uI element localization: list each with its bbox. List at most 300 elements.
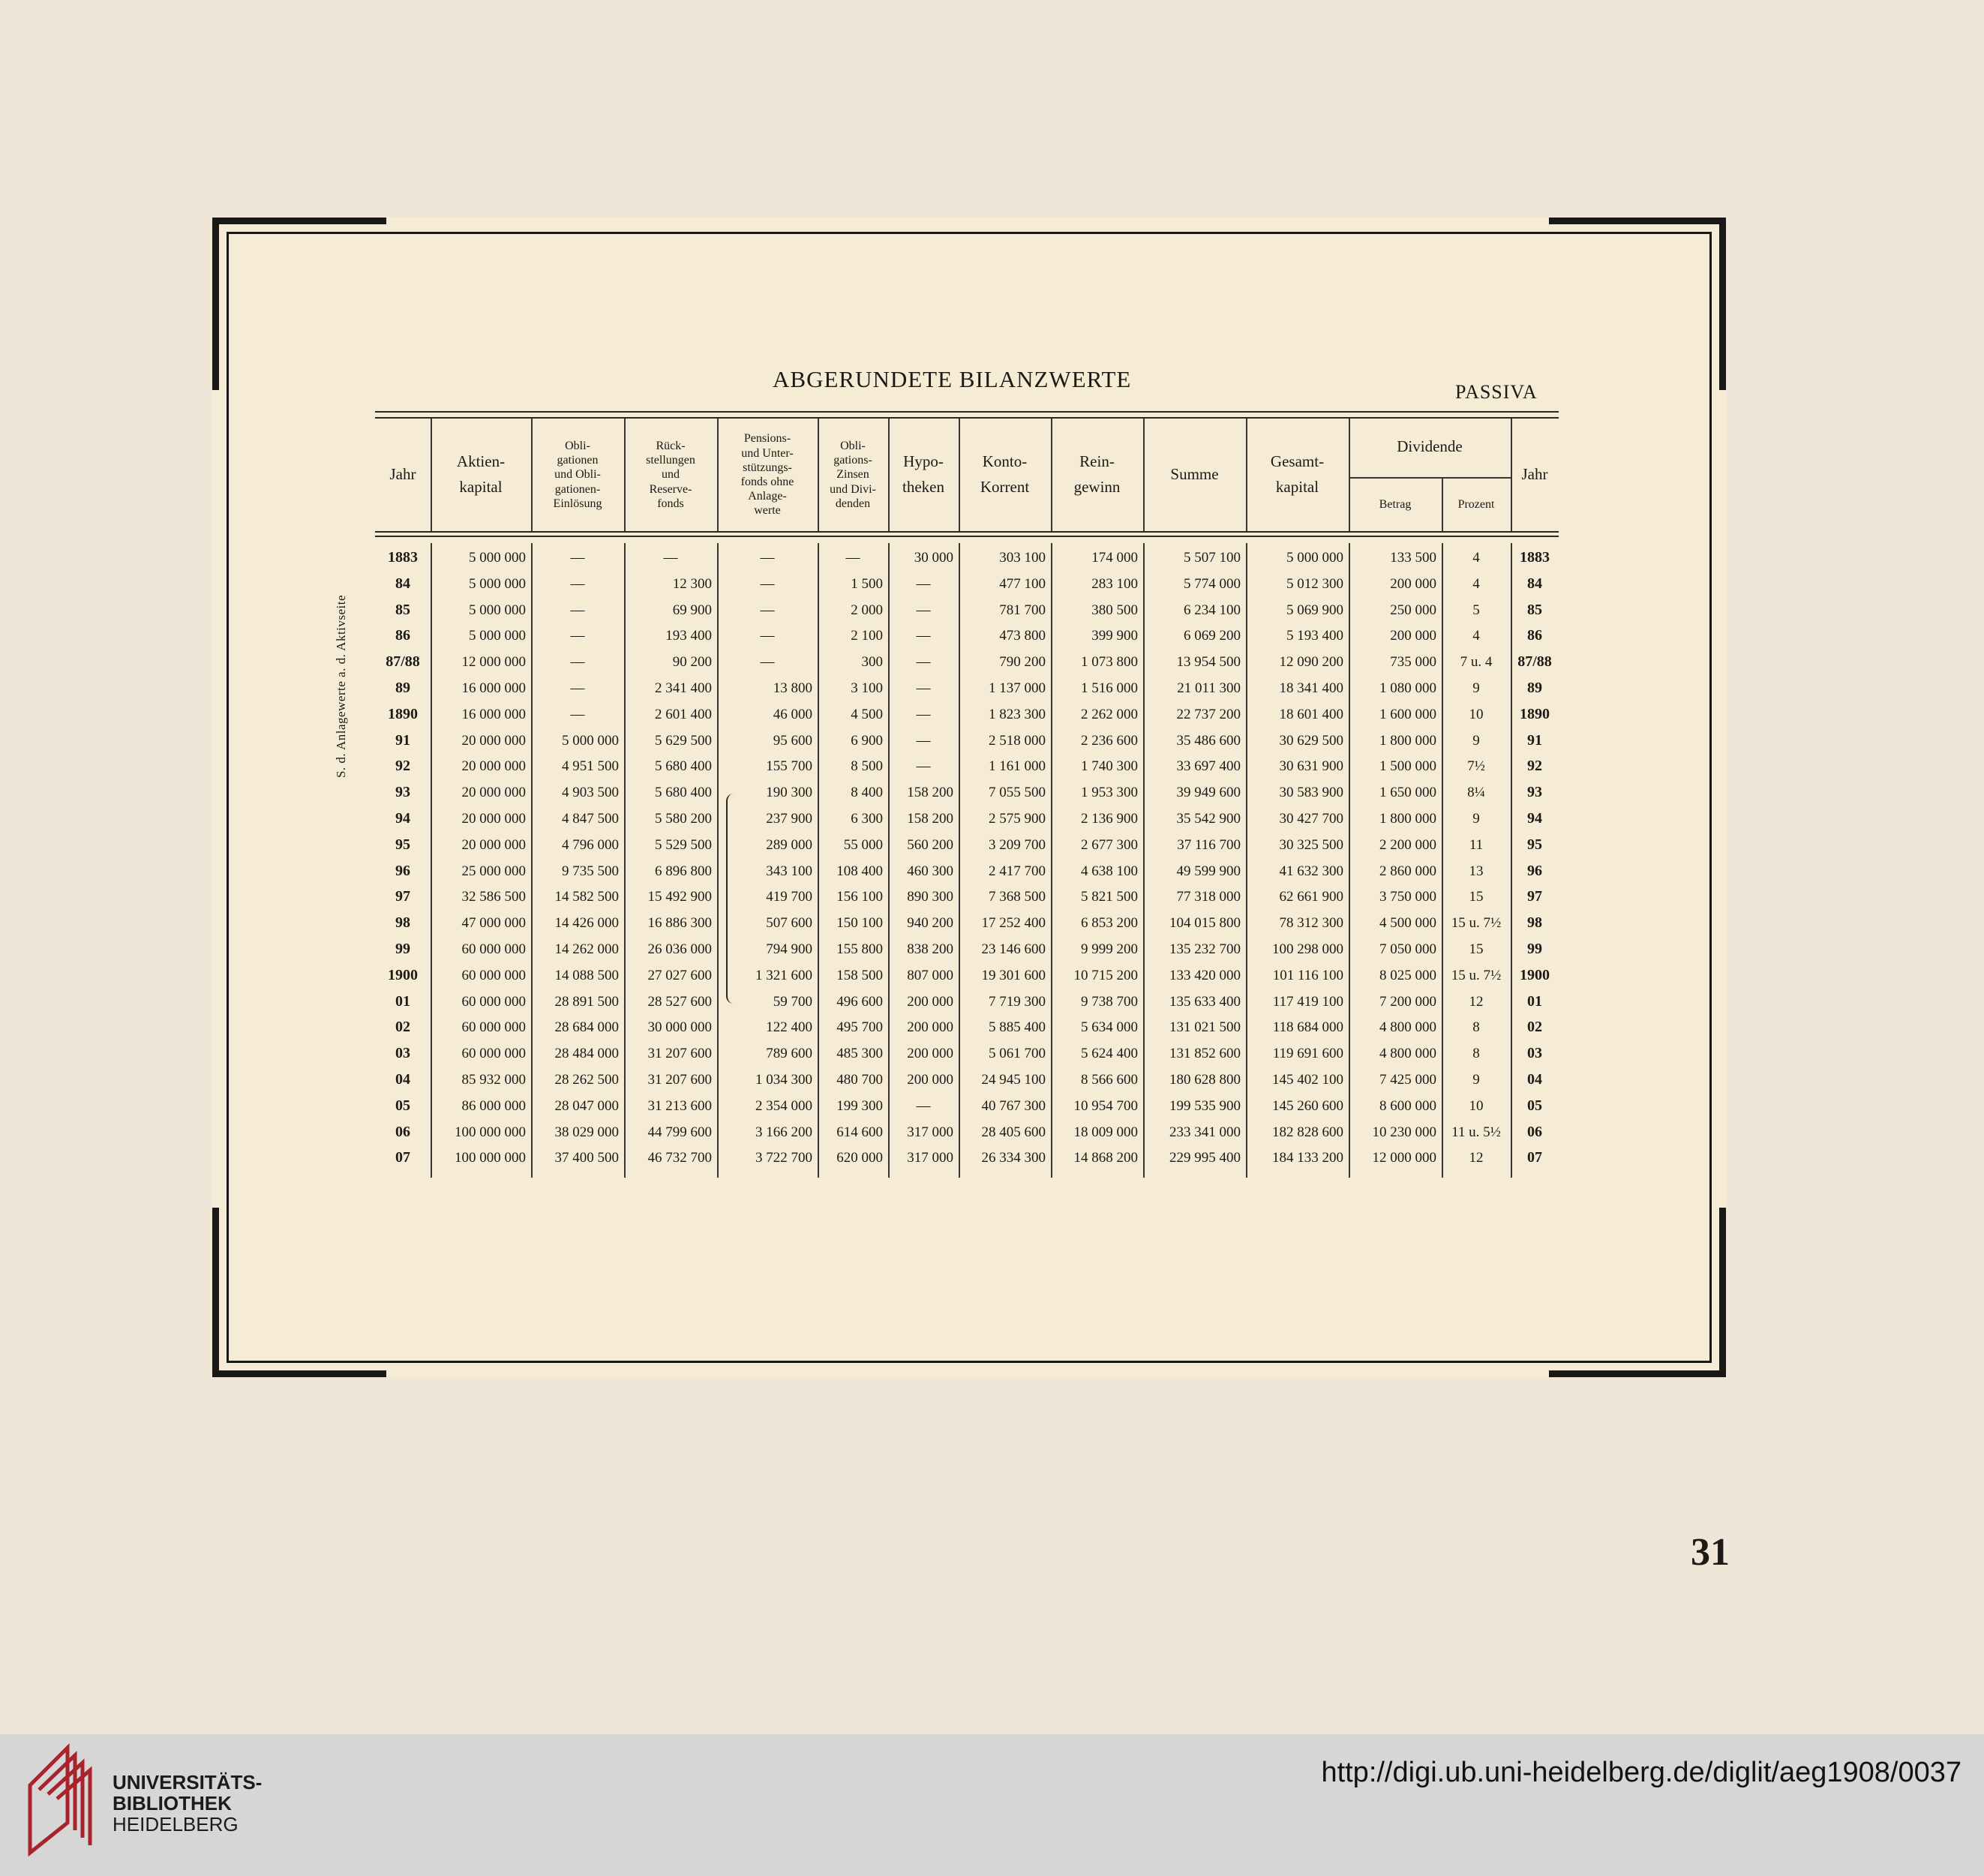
library-line-1: UNIVERSITÄTS-	[113, 1771, 263, 1793]
cell-jahr2: 03	[1527, 1045, 1542, 1062]
cell-pension: 3 722 700	[755, 1150, 812, 1166]
library-logo-icon	[23, 1740, 98, 1860]
cell-hypo: 317 000	[907, 1124, 953, 1140]
cell-aktien: 20 000 000	[461, 732, 526, 749]
cell-zinsen: 1 500	[851, 575, 883, 592]
cell-prozent: 10	[1469, 706, 1484, 722]
cell-summe: 131 852 600	[1169, 1046, 1241, 1062]
cell-betrag: 3 750 000	[1379, 889, 1436, 905]
cell-jahr: 98	[395, 914, 410, 932]
cell-summe: 5 507 100	[1184, 550, 1241, 566]
cell-zinsen: 2 000	[851, 602, 883, 618]
cell-aktien: 5 000 000	[469, 628, 526, 644]
table-row	[375, 571, 1559, 597]
header-divider	[818, 419, 819, 531]
cell-jahr2: 94	[1527, 810, 1542, 827]
cell-prozent: 15	[1469, 889, 1484, 905]
frame-gap-left	[212, 390, 220, 1208]
cell-rein: 4 638 100	[1081, 863, 1138, 879]
note-brace	[726, 794, 735, 1004]
cell-rueck: 5 580 200	[655, 811, 712, 827]
header-prozent: Prozent	[1457, 498, 1495, 512]
cell-jahr: 84	[395, 575, 410, 592]
cell-jahr2: 05	[1527, 1097, 1542, 1114]
cell-jahr: 02	[395, 1019, 410, 1036]
cell-summe: 199 535 900	[1169, 1097, 1241, 1114]
cell-zinsen: 150 100	[836, 915, 883, 932]
header-divider	[1349, 419, 1350, 531]
cell-rein: 10 715 200	[1073, 967, 1138, 983]
cell-prozent: 9	[1472, 1072, 1480, 1088]
cell-zinsen: 8 500	[851, 758, 883, 775]
cell-jahr: 94	[395, 810, 410, 827]
cell-gesamt: 78 312 300	[1279, 915, 1343, 932]
cell-gesamt: 18 341 400	[1279, 680, 1343, 696]
cell-aktien: 60 000 000	[461, 1046, 526, 1062]
cell-rueck: 6 896 800	[655, 863, 712, 879]
cell-konto: 7 055 500	[989, 785, 1046, 801]
cell-prozent: 9	[1472, 680, 1480, 696]
table-row	[375, 832, 1559, 858]
header-divider	[1143, 419, 1145, 531]
cell-konto: 2 417 700	[989, 863, 1046, 879]
cell-betrag: 10 230 000	[1372, 1124, 1436, 1140]
cell-aktien: 5 000 000	[469, 550, 526, 566]
source-url[interactable]: http://digi.ub.uni-heidelberg.de/diglit/aeg1908/0037	[1321, 1757, 1961, 1788]
header-zinsen: Obli- gations- Zinsen und Divi- denden	[830, 440, 876, 510]
cell-aktien: 25 000 000	[461, 863, 526, 879]
cell-zinsen: 8 400	[851, 785, 883, 801]
cell-pension: 59 700	[773, 993, 812, 1010]
cell-rein: 2 136 900	[1081, 811, 1138, 827]
table-row	[375, 649, 1559, 675]
cell-jahr: 03	[395, 1045, 410, 1062]
cell-gesamt: 119 691 600	[1272, 1046, 1343, 1062]
cell-rueck: 193 400	[665, 628, 712, 644]
cell-jahr2: 97	[1527, 888, 1542, 905]
cell-summe: 180 628 800	[1169, 1072, 1241, 1088]
cell-rueck: 31 207 600	[647, 1072, 712, 1088]
table-row	[375, 806, 1559, 832]
cell-jahr2: 84	[1527, 575, 1542, 592]
cell-konto: 17 252 400	[981, 915, 1046, 932]
cell-zinsen: 480 700	[836, 1072, 883, 1088]
cell-zinsen: 6 300	[851, 811, 883, 827]
cell-betrag: 1 800 000	[1379, 732, 1436, 749]
header-dividende: Dividende	[1397, 437, 1463, 456]
cell-aktien: 60 000 000	[461, 941, 526, 957]
cell-hypo: —	[916, 602, 931, 618]
cell-prozent: 10	[1469, 1097, 1484, 1114]
frame-gap-bottom	[386, 1370, 1549, 1377]
cell-zinsen: 4 500	[851, 706, 883, 722]
cell-prozent: 7½	[1467, 758, 1485, 775]
cell-summe: 229 995 400	[1169, 1150, 1241, 1166]
cell-summe: 21 011 300	[1177, 680, 1241, 696]
cell-jahr2: 1890	[1520, 705, 1550, 722]
cell-jahr2: 06	[1527, 1123, 1542, 1140]
header-summe: Summe	[1170, 465, 1219, 484]
header-rein: Rein- gewinn	[1073, 452, 1121, 496]
cell-zinsen: 3 100	[851, 680, 883, 696]
cell-jahr2: 99	[1527, 941, 1542, 957]
cell-rein: 2 236 600	[1081, 732, 1138, 749]
cell-aktien: 5 000 000	[469, 602, 526, 618]
cell-hypo: —	[916, 706, 931, 722]
cell-konto: 19 301 600	[981, 967, 1046, 983]
cell-jahr: 05	[395, 1097, 410, 1114]
cell-rueck: 12 300	[672, 575, 712, 592]
header-gesamt: Gesamt- kapital	[1270, 452, 1325, 496]
cell-rueck: 31 207 600	[647, 1046, 712, 1062]
cell-rueck: —	[663, 550, 678, 566]
cell-summe: 49 599 900	[1176, 863, 1241, 879]
cell-prozent: 9	[1472, 732, 1480, 749]
cell-obli: 28 684 000	[554, 1019, 619, 1036]
library-line-3: HEIDELBERG	[113, 1813, 239, 1835]
cell-rueck: 90 200	[672, 654, 712, 671]
header-jahr: Jahr	[389, 465, 416, 484]
cell-konto: 3 209 700	[989, 836, 1046, 853]
cell-rein: 18 009 000	[1073, 1124, 1138, 1140]
cell-jahr: 99	[395, 941, 410, 957]
cell-pension: 1 321 600	[755, 967, 812, 983]
cell-betrag: 7 200 000	[1379, 993, 1436, 1010]
table-row	[375, 545, 1559, 571]
cell-prozent: 9	[1472, 811, 1480, 827]
cell-pension: 789 600	[766, 1046, 812, 1062]
cell-obli: —	[570, 654, 585, 671]
cell-obli: 14 262 000	[554, 941, 619, 957]
cell-rein: 9 999 200	[1081, 941, 1138, 957]
cell-gesamt: 5 069 900	[1286, 602, 1343, 618]
cell-summe: 39 949 600	[1176, 785, 1241, 801]
table-row	[375, 1067, 1559, 1093]
cell-rein: 9 738 700	[1081, 993, 1138, 1010]
header-divider	[1511, 419, 1512, 531]
cell-hypo: 940 200	[907, 915, 953, 932]
cell-prozent: 7 u. 4	[1460, 654, 1493, 671]
cell-summe: 131 021 500	[1169, 1019, 1241, 1036]
cell-rein: 5 624 400	[1081, 1046, 1138, 1062]
cell-summe: 35 486 600	[1176, 732, 1241, 749]
cell-aktien: 5 000 000	[469, 575, 526, 592]
header-divider	[1051, 419, 1052, 531]
cell-konto: 26 334 300	[981, 1150, 1046, 1166]
cell-hypo: 807 000	[907, 967, 953, 983]
cell-pension: 2 354 000	[755, 1097, 812, 1114]
cell-zinsen: 495 700	[836, 1019, 883, 1036]
cell-betrag: 250 000	[1390, 602, 1436, 618]
cell-rueck: 27 027 600	[647, 967, 712, 983]
cell-rein: 14 868 200	[1073, 1150, 1138, 1166]
cell-pension: —	[760, 602, 775, 618]
cell-aktien: 20 000 000	[461, 836, 526, 853]
header-aktien: Aktien- kapital	[456, 452, 506, 496]
cell-betrag: 8 025 000	[1379, 967, 1436, 983]
cell-jahr: 07	[395, 1149, 410, 1166]
table-row	[375, 623, 1559, 649]
cell-obli: —	[570, 550, 585, 566]
cell-summe: 5 774 000	[1184, 575, 1241, 592]
cell-pension: 507 600	[766, 915, 812, 932]
cell-jahr: 04	[395, 1071, 410, 1088]
cell-obli: 28 262 500	[554, 1072, 619, 1088]
cell-gesamt: 62 661 900	[1279, 889, 1343, 905]
cell-konto: 5 061 700	[989, 1046, 1046, 1062]
header-obli: Obli- gationen und Obli- gationen- Einlösung	[553, 440, 602, 510]
table-row	[375, 701, 1559, 728]
cell-hypo: —	[916, 1097, 931, 1114]
cell-jahr2: 1900	[1520, 966, 1550, 983]
cell-summe: 135 633 400	[1169, 993, 1241, 1010]
cell-zinsen: 485 300	[836, 1046, 883, 1062]
cell-pension: 122 400	[766, 1019, 812, 1036]
cell-betrag: 1 800 000	[1379, 811, 1436, 827]
cell-jahr2: 93	[1527, 784, 1542, 801]
cell-obli: 14 582 500	[554, 889, 619, 905]
cell-obli: 28 891 500	[554, 993, 619, 1010]
cell-summe: 135 232 700	[1169, 941, 1241, 957]
cell-obli: 5 000 000	[562, 732, 619, 749]
cell-zinsen: 108 400	[836, 863, 883, 879]
cell-hypo: —	[916, 758, 931, 775]
cell-betrag: 7 425 000	[1379, 1072, 1436, 1088]
cell-summe: 13 954 500	[1176, 654, 1241, 671]
cell-hypo: —	[916, 732, 931, 749]
cell-betrag: 200 000	[1390, 628, 1436, 644]
cell-hypo: 460 300	[907, 863, 953, 879]
cell-prozent: 15	[1469, 941, 1484, 957]
cell-rein: 6 853 200	[1081, 915, 1138, 932]
cell-betrag: 4 800 000	[1379, 1019, 1436, 1036]
cell-aktien: 20 000 000	[461, 758, 526, 775]
table-top-rule	[375, 411, 1559, 419]
cell-pension: —	[760, 628, 775, 644]
table-row	[375, 597, 1559, 623]
cell-prozent: 11 u. 5½	[1451, 1124, 1501, 1140]
cell-zinsen: 620 000	[836, 1150, 883, 1166]
cell-hypo: 838 200	[907, 941, 953, 957]
cell-rueck: 16 886 300	[647, 915, 712, 932]
cell-hypo: —	[916, 628, 931, 644]
cell-betrag: 4 500 000	[1379, 915, 1436, 932]
cell-aktien: 20 000 000	[461, 811, 526, 827]
cell-rueck: 26 036 000	[647, 941, 712, 957]
cell-zinsen: 156 100	[836, 889, 883, 905]
cell-betrag: 133 500	[1390, 550, 1436, 566]
cell-obli: 4 847 500	[562, 811, 619, 827]
cell-hypo: —	[916, 680, 931, 696]
cell-jahr: 1890	[388, 705, 418, 722]
cell-rein: 380 500	[1091, 602, 1138, 618]
cell-pension: 419 700	[766, 889, 812, 905]
cell-hypo: —	[916, 575, 931, 592]
cell-pension: 794 900	[766, 941, 812, 957]
cell-rein: 1 953 300	[1081, 785, 1138, 801]
cell-gesamt: 118 684 000	[1272, 1019, 1343, 1036]
table-row	[375, 1093, 1559, 1119]
cell-gesamt: 5 193 400	[1286, 628, 1343, 644]
cell-obli: 9 735 500	[562, 863, 619, 879]
cell-summe: 77 318 000	[1176, 889, 1241, 905]
cell-gesamt: 5 012 300	[1286, 575, 1343, 592]
cell-summe: 35 542 900	[1176, 811, 1241, 827]
frame-gap-right	[1718, 390, 1726, 1208]
cell-obli: —	[570, 680, 585, 696]
cell-prozent: 5	[1472, 602, 1480, 618]
cell-hypo: 200 000	[907, 1072, 953, 1088]
cell-hypo: 200 000	[907, 1019, 953, 1036]
cell-konto: 7 719 300	[989, 993, 1046, 1010]
cell-zinsen: 155 800	[836, 941, 883, 957]
cell-betrag: 7 050 000	[1379, 941, 1436, 957]
cell-gesamt: 101 116 100	[1272, 967, 1343, 983]
cell-prozent: 12	[1469, 1150, 1484, 1166]
cell-hypo: 30 000	[914, 550, 953, 566]
cell-gesamt: 182 828 600	[1272, 1124, 1343, 1140]
library-name	[113, 1772, 262, 1835]
cell-jahr: 1900	[388, 966, 418, 983]
cell-rein: 10 954 700	[1073, 1097, 1138, 1114]
cell-konto: 303 100	[999, 550, 1046, 566]
cell-hypo: 317 000	[907, 1150, 953, 1166]
cell-pension: 155 700	[766, 758, 812, 775]
header-divider	[1246, 419, 1247, 531]
cell-gesamt: 30 427 700	[1279, 811, 1343, 827]
cell-jahr: 85	[395, 601, 410, 618]
cell-rein: 1 073 800	[1081, 654, 1138, 671]
cell-jahr2: 98	[1527, 914, 1542, 932]
table-row	[375, 936, 1559, 962]
cell-betrag: 4 800 000	[1379, 1046, 1436, 1062]
cell-obli: —	[570, 706, 585, 722]
cell-obli: —	[570, 602, 585, 618]
cell-jahr2: 89	[1527, 680, 1542, 696]
cell-obli: 38 029 000	[554, 1124, 619, 1140]
cell-rueck: 31 213 600	[647, 1097, 712, 1114]
cell-rueck: 44 799 600	[647, 1124, 712, 1140]
cell-jahr: 92	[395, 758, 410, 775]
cell-summe: 104 015 800	[1169, 915, 1241, 932]
cell-summe: 133 420 000	[1169, 967, 1241, 983]
cell-summe: 33 697 400	[1176, 758, 1241, 775]
cell-gesamt: 12 090 200	[1279, 654, 1343, 671]
cell-rein: 5 634 000	[1081, 1019, 1138, 1036]
cell-obli: —	[570, 575, 585, 592]
cell-hypo: —	[916, 654, 931, 671]
cell-hypo: 890 300	[907, 889, 953, 905]
cell-konto: 1 137 000	[989, 680, 1046, 696]
cell-rueck: 5 680 400	[655, 785, 712, 801]
cell-rein: 8 566 600	[1081, 1072, 1138, 1088]
cell-prozent: 8	[1472, 1046, 1480, 1062]
cell-prozent: 4	[1472, 628, 1480, 644]
cell-zinsen: 2 100	[851, 628, 883, 644]
header-jahr2: Jahr	[1521, 465, 1548, 484]
header-divider	[624, 419, 626, 531]
cell-pension: 237 900	[766, 811, 812, 827]
cell-hypo: 560 200	[907, 836, 953, 853]
cell-jahr: 95	[395, 836, 410, 853]
cell-rein: 2 262 000	[1081, 706, 1138, 722]
cell-pension: 95 600	[773, 732, 812, 749]
cell-aktien: 47 000 000	[461, 915, 526, 932]
cell-gesamt: 184 133 200	[1272, 1150, 1343, 1166]
cell-gesamt: 145 260 600	[1272, 1097, 1343, 1114]
cell-jahr2: 01	[1527, 992, 1542, 1010]
cell-summe: 22 737 200	[1176, 706, 1241, 722]
cell-obli: —	[570, 628, 585, 644]
table-row	[375, 1040, 1559, 1067]
cell-konto: 781 700	[999, 602, 1046, 618]
cell-jahr: 1883	[388, 549, 418, 566]
dividende-subrule	[1349, 477, 1511, 479]
cell-obli: 4 903 500	[562, 785, 619, 801]
table-row	[375, 728, 1559, 754]
cell-betrag: 1 650 000	[1379, 785, 1436, 801]
cell-betrag: 2 860 000	[1379, 863, 1436, 879]
cell-betrag: 1 600 000	[1379, 706, 1436, 722]
header-pension: Pensions- und Unter- stützungs- fonds ohne Anlage- werte	[740, 432, 794, 518]
cell-rueck: 46 732 700	[647, 1150, 712, 1166]
cell-pension: 46 000	[773, 706, 812, 722]
cell-prozent: 12	[1469, 993, 1484, 1010]
cell-rein: 174 000	[1091, 550, 1138, 566]
cell-gesamt: 30 583 900	[1279, 785, 1343, 801]
cell-rueck: 5 529 500	[655, 836, 712, 853]
cell-zinsen: 6 900	[851, 732, 883, 749]
header-divider	[717, 419, 719, 531]
table-row	[375, 884, 1559, 910]
cell-rein: 1 740 300	[1081, 758, 1138, 775]
table-row	[375, 1145, 1559, 1171]
cell-jahr: 97	[395, 888, 410, 905]
cell-aktien: 16 000 000	[461, 706, 526, 722]
cell-jahr: 93	[395, 784, 410, 801]
header-divider	[431, 419, 432, 531]
cell-pension: 289 000	[766, 836, 812, 853]
cell-zinsen: 55 000	[843, 836, 883, 853]
cell-zinsen: —	[845, 550, 860, 566]
cell-prozent: 8	[1472, 1019, 1480, 1036]
cell-pension: 13 800	[773, 680, 812, 696]
cell-gesamt: 30 629 500	[1279, 732, 1343, 749]
cell-rein: 2 677 300	[1081, 836, 1138, 853]
cell-gesamt: 5 000 000	[1286, 550, 1343, 566]
table-row	[375, 858, 1559, 884]
cell-gesamt: 117 419 100	[1272, 993, 1343, 1010]
cell-jahr2: 95	[1527, 836, 1542, 853]
side-label: PASSIVA	[1455, 381, 1538, 403]
cell-pension: 190 300	[766, 785, 812, 801]
cell-gesamt: 41 632 300	[1279, 863, 1343, 879]
cell-aktien: 100 000 000	[455, 1124, 526, 1140]
cell-pension: —	[760, 550, 775, 566]
cell-rueck: 2 601 400	[655, 706, 712, 722]
cell-aktien: 100 000 000	[455, 1150, 526, 1166]
cell-konto: 1 161 000	[989, 758, 1046, 775]
cell-aktien: 20 000 000	[461, 785, 526, 801]
header-betrag: Betrag	[1379, 498, 1412, 512]
cell-betrag: 12 000 000	[1372, 1150, 1436, 1166]
cell-rueck: 15 492 900	[647, 889, 712, 905]
header-divider	[1442, 477, 1443, 531]
cell-obli: 37 400 500	[554, 1150, 619, 1166]
cell-jahr: 87/88	[386, 653, 420, 671]
cell-jahr2: 87/88	[1517, 653, 1552, 671]
cell-konto: 2 575 900	[989, 811, 1046, 827]
